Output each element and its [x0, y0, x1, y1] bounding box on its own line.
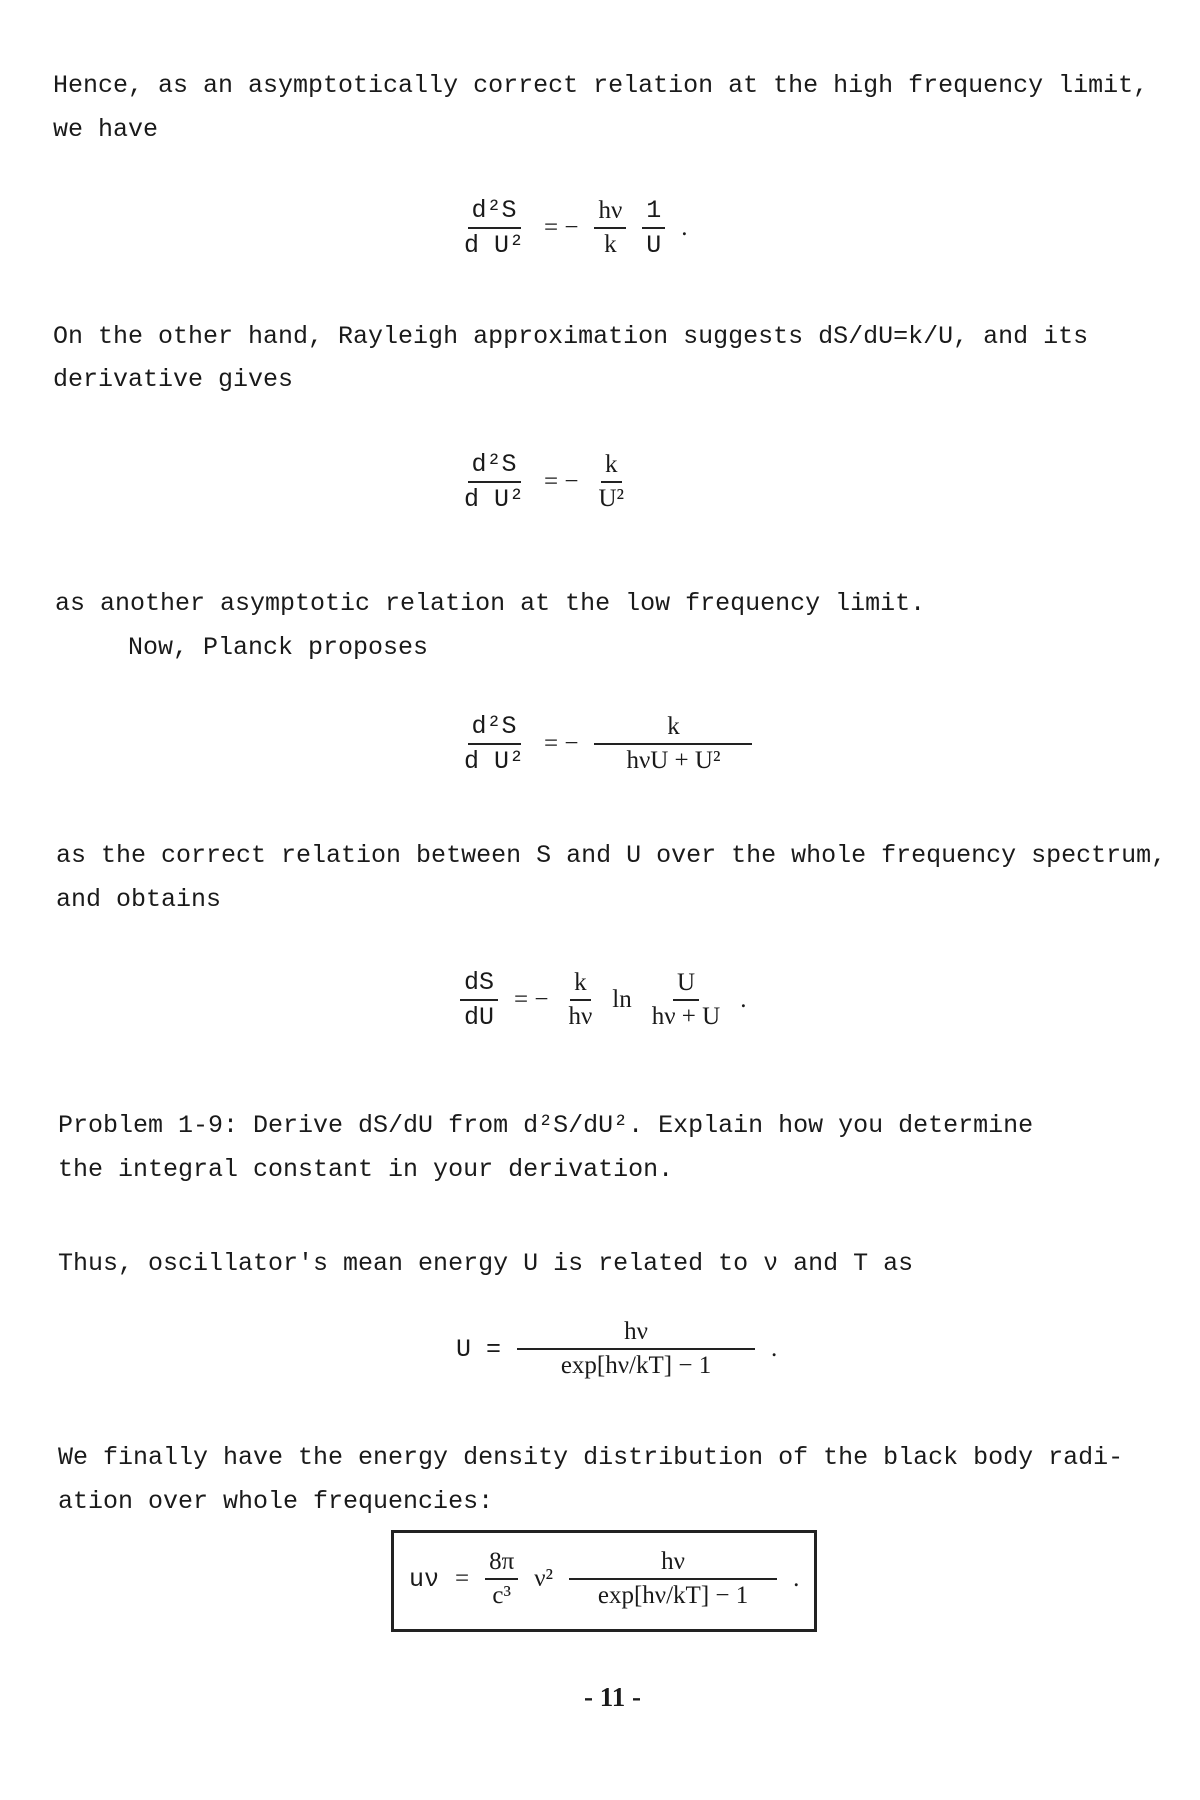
denominator: exp[hν/kT] − 1	[597, 1582, 749, 1609]
paragraph-line: derivative gives	[53, 365, 294, 394]
numerator: k	[601, 451, 622, 483]
page-number: - 11 -	[584, 1682, 641, 1712]
numerator: dS	[460, 968, 498, 1001]
numerator: U	[673, 969, 699, 1001]
fraction	[642, 196, 665, 260]
denominator: k	[604, 231, 617, 258]
equation-planck-proposal	[452, 712, 760, 776]
lhs: U =	[456, 1334, 502, 1364]
denominator: hν + U	[651, 1003, 721, 1030]
paragraph-line: Hence, as an asymptotically correct relation at the high frequency limit,	[53, 71, 1149, 100]
equation-mean-energy	[448, 1318, 785, 1380]
numerator: k	[594, 713, 752, 745]
operator: = −	[544, 468, 579, 495]
numerator: d²S	[468, 196, 521, 229]
nu-squared: ν²	[534, 1565, 554, 1592]
lhs: uν	[409, 1564, 440, 1594]
period: .	[681, 214, 688, 241]
equation-rayleigh	[452, 450, 636, 514]
period: .	[771, 1335, 778, 1362]
operator: = −	[544, 730, 579, 757]
equation-dS-dU	[452, 968, 754, 1032]
equation-planck-distribution	[401, 1548, 807, 1610]
fraction	[460, 450, 528, 514]
numerator: hν	[594, 197, 626, 229]
period: .	[793, 1565, 800, 1592]
denominator: d U²	[464, 231, 525, 260]
paragraph-line: we have	[53, 115, 159, 144]
fraction	[594, 451, 628, 513]
denominator: U	[646, 231, 662, 260]
fraction	[460, 968, 498, 1032]
paragraph-line: Now, Planck proposes	[128, 633, 429, 662]
numerator: hν	[517, 1318, 755, 1350]
numerator: d²S	[468, 450, 521, 483]
denominator: c³	[492, 1582, 511, 1609]
denominator: exp[hν/kT] − 1	[560, 1352, 712, 1379]
fraction	[485, 1548, 518, 1610]
paragraph-line: as the correct relation between S and U over the whole frequency spectrum,	[56, 841, 1167, 870]
equation-high-frequency	[452, 196, 696, 260]
problem-line: Problem 1-9: Derive dS/dU from d²S/dU². Explain how you determine	[58, 1111, 1034, 1140]
paragraph-line: as another asymptotic relation at the low frequency limit.	[55, 589, 926, 618]
fraction	[648, 969, 724, 1031]
numerator: 8π	[485, 1548, 518, 1580]
ln-function: ln	[612, 986, 632, 1013]
numerator: k	[570, 969, 591, 1001]
operator: = −	[544, 214, 579, 241]
paragraph-line: On the other hand, Rayleigh approximation suggests dS/dU=k/U, and its	[53, 322, 1089, 351]
operator: =	[455, 1565, 470, 1592]
fraction	[594, 713, 752, 775]
fraction	[460, 712, 528, 776]
problem-line: the integral constant in your derivation.	[58, 1155, 674, 1184]
period: .	[740, 986, 747, 1013]
paragraph-line: ation over whole frequencies:	[58, 1487, 494, 1516]
denominator: U²	[598, 485, 625, 512]
operator: = −	[514, 986, 549, 1013]
paragraph-line: and obtains	[56, 885, 222, 914]
paragraph-line: Thus, oscillator's mean energy U is related to ν and T as	[58, 1249, 914, 1278]
fraction	[517, 1318, 755, 1380]
fraction	[564, 969, 596, 1031]
numerator: 1	[642, 196, 665, 229]
paragraph-line: We finally have the energy density distribution of the black body radi-	[58, 1443, 1124, 1472]
denominator: d U²	[464, 747, 525, 776]
denominator: hνU + U²	[626, 747, 721, 774]
fraction	[594, 197, 626, 259]
denominator: dU	[464, 1003, 495, 1032]
fraction	[460, 196, 528, 260]
numerator: d²S	[468, 712, 521, 745]
denominator: hν	[568, 1003, 593, 1030]
fraction	[569, 1548, 777, 1610]
denominator: d U²	[464, 485, 525, 514]
numerator: hν	[569, 1548, 777, 1580]
